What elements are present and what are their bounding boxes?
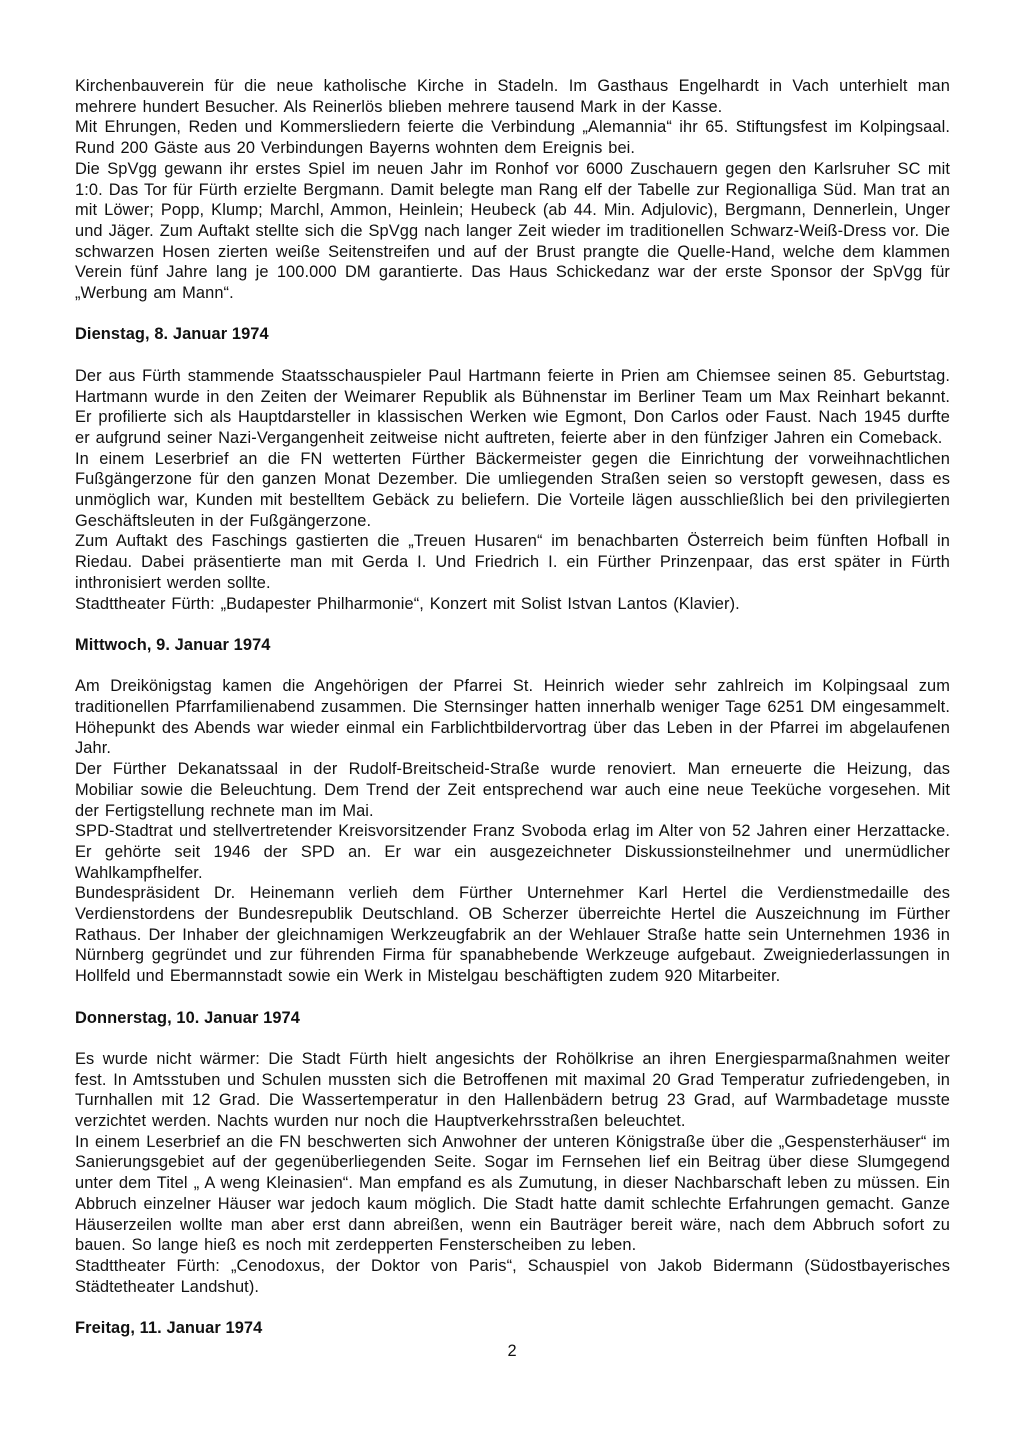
paragraph: Es wurde nicht wärmer: Die Stadt Fürth hielt angesichts der Rohölkrise an ihren Energiesparmaßnahmen weiter fest. In Amtsstuben und Schulen mussten sich die Betroffenen mit maximal 20 Grad Temperatur zufriedengeben, in Turnhallen mit 12 Grad. Die Wassertemperatur in den Hallenbädern betrug 23 Grad, auf Warmbadetage musste verzichtet werden. Nachts wurden nur noch die Hauptverkehrsstraßen beleuchtet. [75, 1049, 950, 1131]
paragraph: Zum Auftakt des Faschings gastierten die „Treuen Husaren“ im benachbarten Österreich beim fünften Hofball in Riedau. Dabei präsentierte man mit Gerda I. Und Friedrich I. ein Fürther Prinzenpaar, das erst später in Fürth inthronisiert werden sollte. [75, 532, 950, 592]
paragraph: SPD-Stadtrat und stellvertretender Kreisvorsitzender Franz Svoboda erlag im Alter von 52 Jahren einer Herzattacke. Er gehörte seit 1946 der SPD an. Er war ein ausgezeichneter Diskussionsteilnehmer und unermüdlicher Wahlkampfhelfer. [75, 822, 950, 882]
paragraph: Am Dreikönigstag kamen die Angehörigen der Pfarrei St. Heinrich wieder sehr zahlreich im Kolpingsaal zum traditionellen Pfarrfamilienabend zusammen. Die Sternsinger hatten innerhalb weniger Tage 6251 DM eingesammelt. Höhepunkt des Abends war wieder einmal ein Farblichtbildervortrag über das Leben in der Pfarrei im abgelaufenen Jahr. [75, 677, 950, 758]
date-heading: Mittwoch, 9. Januar 1974 [75, 635, 271, 654]
paragraph: Bundespräsident Dr. Heinemann verlieh dem Fürther Unternehmer Karl Hertel die Verdienstmedaille des Verdienstordens der Bundesrepublik Deutschland. OB Scherzer überreichte Hertel die Auszeichnung im Fürther Rathaus. Der Inhaber der gleichnamigen Werkzeugfabrik an der Wehlauer Straße hatte sein Unternehmen 1936 in Nürnberg gegründet und zur führenden Firma für spanabhebende Werkzeuge aufgebaut. Zweigniederlassungen in Hollfeld und Ebermannstadt sowie ein Werk in Mistelgau beschäftigten zudem 920 Mitarbeiter. [75, 884, 950, 986]
paragraph: Der Fürther Dekanatssaal in der Rudolf-Breitscheid-Straße wurde renoviert. Man erneuerte die Heizung, das Mobiliar sowie die Beleuchtung. Dem Trend der Zeit entsprechend war auch eine neue Teeküche vorgesehen. Mit der Fertigstellung rechnete man im Mai. [75, 760, 950, 820]
date-heading: Donnerstag, 10. Januar 1974 [75, 1008, 300, 1027]
paragraph: Stadttheater Fürth: „Cenodoxus, der Doktor von Paris“, Schauspiel von Jakob Bidermann (Südostbayerisches Städtetheater Landshut). [75, 1256, 950, 1296]
document-content [75, 76, 950, 1339]
paragraph: Stadttheater Fürth: „Budapester Philharmonie“, Konzert mit Solist Istvan Lantos (Klavier). [75, 594, 740, 613]
date-heading: Dienstag, 8. Januar 1974 [75, 325, 269, 344]
paragraph: Mit Ehrungen, Reden und Kommersliedern feierte die Verbindung „Alemannia“ ihr 65. Stiftungsfest im Kolpingsaal. Rund 200 Gäste aus 20 Verbindungen Bayerns wohnten dem Ereignis bei. [75, 118, 950, 158]
paragraph: Kirchenbauverein für die neue katholische Kirche in Stadeln. Im Gasthaus Engelhardt in Vach unterhielt man mehrere hundert Besucher. Als Reinerlös blieben mehrere tausend Mark in der Kasse. [75, 77, 950, 116]
date-heading: Freitag, 11. Januar 1974 [75, 1319, 263, 1338]
paragraph: Die SpVgg gewann ihr erstes Spiel im neuen Jahr im Ronhof vor 6000 Zuschauern gegen den Karlsruher SC mit 1:0. Das Tor für Fürth erzielte Bergmann. Damit belegte man Rang elf der Tabelle zur Regionalliga Süd. Man trat an mit Löwer; Popp, Klump; Marchl, Ammon, Heinlein; Heubeck (ab 44. Min. Adjulovic), Bergmann, Dennerlein, Unger und Jäger. Zum Auftakt stellte sich die SpVgg nach langer Zeit wieder im traditionellen Schwarz-Weiß-Dress vor. Die schwarzen Hosen zierten weiße Seitenstreifen und auf der Brust prangte die Quelle-Hand, welche dem klammen Verein fünf Jahre lang je 100.000 DM garantierte. Das Haus Schickedanz war der erste Sponsor der SpVgg für „Werbung am Mann“. [75, 159, 950, 303]
paragraph: Der aus Fürth stammende Staatsschauspieler Paul Hartmann feierte in Prien am Chiemsee seinen 85. Geburtstag. Hartmann wurde in den Zeiten der Weimarer Republik als Bühnenstar im Berliner Team um Max Reinhart bekannt. Er profilierte sich als Hauptdarsteller in klassischen Werken wie Egmont, Don Carlos oder Faust. Nach 1945 durfte er aufgrund seiner Nazi-Vergangenheit zeitweise nicht auftreten, feierte aber in den fünfziger Jahren ein Comeback. [75, 366, 950, 447]
paragraph: In einem Leserbrief an die FN wetterten Fürther Bäckermeister gegen die Einrichtung der vorweihnachtlichen Fußgängerzone für den ganzen Monat Dezember. Die umliegenden Straßen seien so verstopft gewesen, dass es unmöglich war, Kunden mit bestelltem Gebäck zu beliefern. Die Vorteile lägen ausschließlich bei den privilegierten Geschäftsleuten in der Fußgängerzone. [75, 449, 950, 530]
paragraph: In einem Leserbrief an die FN beschwerten sich Anwohner der unteren Königstraße über die „Gespensterhäuser“ im Sanierungsgebiet auf der gegenüberliegenden Seite. Sogar im Fernsehen lief ein Beitrag über diese Slumgegend unter dem Titel „ A weng Kleinasien“. Man empfand es als Zumutung, in dieser Nachbarschaft leben zu müssen. Ein Abbruch einzelner Häuser war jedoch kaum möglich. Die Stadt hatte damit schlechte Erfahrungen gemacht. Ganze Häuserzeilen wollte man aber erst dann abreißen, wenn ein Bauträger bereit wäre, nach dem Abbruch sofort zu bauen. So lange hieß es noch mit zerdepperten Fensterscheiben zu leben. [75, 1132, 950, 1255]
page-number: 2 [507, 1342, 517, 1361]
